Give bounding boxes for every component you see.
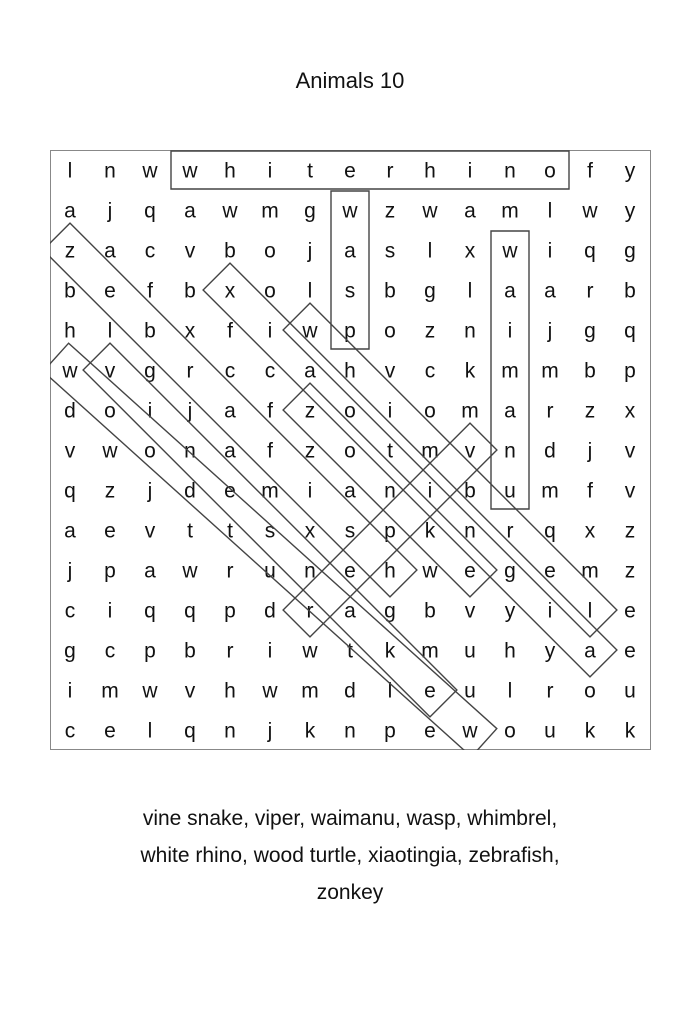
grid-cell[interactable]: a (144, 559, 156, 583)
grid-cell[interactable]: m (581, 559, 599, 583)
grid-cell[interactable]: c (144, 239, 156, 263)
grid-cell[interactable]: j (267, 719, 273, 743)
grid-cell[interactable]: a (104, 239, 116, 263)
grid-cell[interactable]: e (464, 559, 476, 583)
grid-cell[interactable]: w (262, 679, 278, 703)
word-list (90, 800, 610, 911)
grid-cell[interactable]: e (224, 479, 236, 503)
grid-cell[interactable]: u (624, 679, 636, 703)
grid-cell[interactable]: l (547, 199, 553, 223)
grid-cell[interactable]: h (64, 319, 76, 343)
grid-cell[interactable]: w (102, 439, 118, 463)
grid-cell[interactable]: k (304, 719, 316, 743)
grid-cell[interactable]: g (584, 319, 596, 343)
grid-cell[interactable]: v (144, 519, 156, 543)
grid-cell[interactable]: q (624, 319, 636, 343)
grid-cell[interactable]: k (424, 519, 436, 543)
grid-cell[interactable]: x (464, 239, 476, 263)
grid-cell[interactable]: m (541, 479, 559, 503)
grid-cell[interactable]: f (267, 439, 273, 463)
grid-cell[interactable]: e (424, 679, 436, 703)
grid-cell[interactable]: o (264, 279, 276, 303)
grid-cell[interactable]: t (387, 439, 393, 463)
grid-cell[interactable]: p (344, 319, 356, 343)
grid-cell[interactable]: z (624, 519, 636, 543)
grid-cell[interactable]: i (547, 599, 553, 623)
grid-cell[interactable]: e (344, 559, 356, 583)
grid-cell[interactable]: m (101, 679, 119, 703)
grid-cell[interactable]: g (384, 599, 396, 623)
grid-cell[interactable]: q (184, 599, 196, 623)
grid-cell[interactable]: t (227, 519, 233, 543)
grid-cell[interactable]: s (344, 519, 356, 543)
grid-cell[interactable]: a (224, 439, 236, 463)
grid-cell[interactable]: p (384, 719, 396, 743)
grid-cell[interactable]: v (104, 359, 116, 383)
grid-cell[interactable]: n (464, 519, 476, 543)
grid-cell[interactable]: a (344, 239, 356, 263)
grid-cell[interactable]: j (307, 239, 313, 263)
grid-cell[interactable]: e (424, 719, 436, 743)
grid-cell[interactable]: l (67, 159, 73, 183)
grid-cell[interactable]: d (184, 479, 196, 503)
grid-cell[interactable]: e (544, 559, 556, 583)
grid-cell[interactable]: v (624, 479, 636, 503)
grid-cell[interactable]: f (587, 159, 593, 183)
grid-cell[interactable]: h (384, 559, 396, 583)
grid-cell[interactable]: o (144, 439, 156, 463)
grid-cell[interactable]: e (104, 519, 116, 543)
grid-cell[interactable]: e (344, 159, 356, 183)
grid-cell[interactable]: b (184, 279, 196, 303)
grid-cell[interactable]: c (264, 359, 276, 383)
grid-cell[interactable]: w (302, 639, 318, 663)
grid-cell[interactable]: m (501, 199, 519, 223)
grid-cell[interactable]: i (467, 159, 473, 183)
grid-cell[interactable]: l (387, 679, 393, 703)
grid-cell[interactable]: u (264, 559, 276, 583)
grid-cell[interactable]: z (424, 319, 436, 343)
grid-cell[interactable]: a (504, 399, 516, 423)
grid-cell[interactable]: p (224, 599, 236, 623)
grid-cell[interactable]: h (504, 639, 516, 663)
grid-cell[interactable]: i (387, 399, 393, 423)
grid-cell[interactable]: a (304, 359, 316, 383)
grid-cell[interactable]: y (544, 639, 556, 663)
grid-cell[interactable]: r (506, 519, 514, 543)
grid-cell[interactable]: h (224, 159, 236, 183)
grid-cell[interactable]: j (107, 199, 113, 223)
grid-cell[interactable]: z (384, 199, 396, 223)
grid-cell[interactable]: u (464, 639, 476, 663)
grid-cell[interactable]: i (427, 479, 433, 503)
grid-cell[interactable]: v (464, 439, 476, 463)
grid-cell[interactable]: m (421, 439, 439, 463)
grid-cell[interactable]: m (461, 399, 479, 423)
grid-cell[interactable]: c (104, 639, 116, 663)
grid-cell[interactable]: u (544, 719, 556, 743)
grid-cell[interactable]: b (144, 319, 156, 343)
grid-cell[interactable]: x (584, 519, 596, 543)
grid-cell[interactable]: m (421, 639, 439, 663)
grid-cell[interactable]: b (184, 639, 196, 663)
grid-cell[interactable]: c (64, 719, 76, 743)
word-highlight-whimbrel (283, 303, 617, 637)
grid-cell[interactable]: p (144, 639, 156, 663)
grid-cell[interactable]: l (427, 239, 433, 263)
grid-cell[interactable]: a (464, 199, 476, 223)
grid-cell[interactable]: a (544, 279, 556, 303)
grid-cell[interactable]: w (182, 559, 198, 583)
grid-cell[interactable]: e (624, 599, 636, 623)
grid-cell[interactable]: v (624, 439, 636, 463)
grid-cell[interactable]: i (67, 679, 73, 703)
grid-cell[interactable]: z (304, 439, 316, 463)
grid-cell[interactable]: o (504, 719, 516, 743)
grid-cell[interactable]: w (222, 199, 238, 223)
grid-cell[interactable]: w (462, 719, 478, 743)
grid-cell[interactable]: q (544, 519, 556, 543)
grid-cell[interactable]: a (184, 199, 196, 223)
grid-cell[interactable]: g (504, 559, 516, 583)
grid-cell[interactable]: i (307, 479, 313, 503)
grid-cell[interactable]: k (624, 719, 636, 743)
grid-cell[interactable]: h (344, 359, 356, 383)
grid-cell[interactable]: m (541, 359, 559, 383)
grid-cell[interactable]: n (504, 159, 516, 183)
grid-cell[interactable]: n (184, 439, 196, 463)
grid-cell[interactable]: i (147, 399, 153, 423)
grid-cell[interactable]: w (342, 199, 358, 223)
grid-cell[interactable]: b (64, 279, 76, 303)
grid-cell[interactable]: k (464, 359, 476, 383)
grid-cell[interactable]: a (584, 639, 596, 663)
grid-cell[interactable]: z (64, 239, 76, 263)
grid-cell[interactable]: y (504, 599, 516, 623)
word-list-line: white rhino, wood turtle, xiaotingia, zebrafish, (140, 844, 560, 867)
grid-cell[interactable]: m (501, 359, 519, 383)
grid-cell[interactable]: k (384, 639, 396, 663)
grid-cell[interactable]: u (464, 679, 476, 703)
grid-cell[interactable]: i (267, 639, 273, 663)
grid-cell[interactable]: x (624, 399, 636, 423)
grid-cell[interactable]: n (104, 159, 116, 183)
grid-cell[interactable]: o (384, 319, 396, 343)
grid-cell[interactable]: q (144, 199, 156, 223)
grid-cell[interactable]: r (546, 679, 554, 703)
grid-cell[interactable]: x (184, 319, 196, 343)
grid-cell[interactable]: r (226, 559, 234, 583)
grid-cell[interactable]: t (347, 639, 353, 663)
grid-cell[interactable]: r (546, 399, 554, 423)
grid-cell[interactable]: t (187, 519, 193, 543)
grid-cell[interactable]: n (464, 319, 476, 343)
grid-cell[interactable]: n (304, 559, 316, 583)
grid-cell[interactable]: o (544, 159, 556, 183)
grid-cell[interactable]: p (384, 519, 396, 543)
grid-cell[interactable]: r (586, 279, 594, 303)
grid-cell[interactable]: j (547, 319, 553, 343)
grid-cell[interactable]: l (147, 719, 153, 743)
grid-cell[interactable]: q (144, 599, 156, 623)
grid-cell[interactable]: i (267, 159, 273, 183)
grid-cell[interactable]: z (104, 479, 116, 503)
grid-cell[interactable]: i (267, 319, 273, 343)
grid-cell[interactable]: a (64, 519, 76, 543)
grid-cell[interactable]: y (624, 199, 636, 223)
grid-cell[interactable]: j (67, 559, 73, 583)
grid-cell[interactable]: l (107, 319, 113, 343)
grid-cell[interactable]: h (224, 679, 236, 703)
grid-cell[interactable]: t (307, 159, 313, 183)
grid-cell[interactable]: s (384, 239, 396, 263)
grid-cell[interactable]: p (104, 559, 116, 583)
grid-cell[interactable]: i (107, 599, 113, 623)
grid-cell[interactable]: i (507, 319, 513, 343)
grid-cell[interactable]: w (62, 359, 78, 383)
grid-cell[interactable]: j (587, 439, 593, 463)
grid-cell[interactable]: j (187, 399, 193, 423)
grid-cell[interactable]: z (624, 559, 636, 583)
grid-cell[interactable]: g (304, 199, 316, 223)
grid-cell[interactable]: b (384, 279, 396, 303)
grid-cell[interactable]: o (264, 239, 276, 263)
grid-cell[interactable]: f (267, 399, 273, 423)
grid-cell[interactable]: b (464, 479, 476, 503)
grid-cell[interactable]: m (261, 479, 279, 503)
grid-cell[interactable]: w (502, 239, 518, 263)
grid-cell[interactable]: v (184, 679, 196, 703)
grid-cell[interactable]: w (142, 679, 158, 703)
grid-cell[interactable]: x (224, 279, 236, 303)
grid-cell[interactable]: z (304, 399, 316, 423)
grid-cell[interactable]: w (182, 159, 198, 183)
word-list-line: zonkey (316, 881, 384, 904)
grid-cell[interactable]: f (147, 279, 153, 303)
grid-cell[interactable]: v (64, 439, 76, 463)
grid-cell[interactable]: f (227, 319, 233, 343)
grid-cell[interactable]: c (424, 359, 436, 383)
grid-cell[interactable]: b (624, 279, 636, 303)
grid-cell[interactable]: m (301, 679, 319, 703)
grid-cell[interactable]: b (424, 599, 436, 623)
grid-cell[interactable]: b (224, 239, 236, 263)
grid-cell[interactable]: l (467, 279, 473, 303)
grid-cell[interactable]: s (264, 519, 276, 543)
grid-cell[interactable]: n (344, 719, 356, 743)
grid-cell[interactable]: a (344, 479, 356, 503)
grid-cell[interactable]: l (507, 679, 513, 703)
grid-cell[interactable]: s (344, 279, 356, 303)
grid-cell[interactable]: r (186, 359, 194, 383)
grid-cell[interactable]: n (504, 439, 516, 463)
grid-cell[interactable]: n (224, 719, 236, 743)
grid-cell[interactable]: i (547, 239, 553, 263)
grid-cell[interactable]: a (64, 199, 76, 223)
grid-cell[interactable]: e (104, 279, 116, 303)
grid-cell[interactable]: m (261, 199, 279, 223)
grid-cell[interactable]: v (384, 359, 396, 383)
grid-cell[interactable]: r (386, 159, 394, 183)
grid-cell[interactable]: j (147, 479, 153, 503)
word-list-line: vine snake, viper, waimanu, wasp, whimbrel, (142, 807, 558, 830)
grid-cell[interactable]: f (587, 479, 593, 503)
grid-cell[interactable]: q (64, 479, 76, 503)
grid-cell[interactable]: q (584, 239, 596, 263)
grid-cell[interactable]: o (584, 679, 596, 703)
grid-cell[interactable]: b (584, 359, 596, 383)
grid-cell[interactable]: h (424, 159, 436, 183)
grid-cell[interactable]: v (184, 239, 196, 263)
grid-cell[interactable]: x (304, 519, 316, 543)
grid-cell[interactable]: r (226, 639, 234, 663)
grid-cell[interactable]: w (422, 199, 438, 223)
grid-cell[interactable]: g (144, 359, 156, 383)
grid-cell[interactable]: l (307, 279, 313, 303)
grid-cell[interactable]: o (424, 399, 436, 423)
grid-cell[interactable]: o (104, 399, 116, 423)
grid-cell[interactable]: c (224, 359, 236, 383)
grid-cell[interactable]: a (344, 599, 356, 623)
grid-cell[interactable]: p (624, 359, 636, 383)
grid-cell[interactable]: z (584, 399, 596, 423)
grid-cell[interactable]: d (344, 679, 356, 703)
grid-cell[interactable]: w (422, 559, 438, 583)
grid-cell[interactable]: u (504, 479, 516, 503)
grid-cell[interactable]: o (344, 399, 356, 423)
grid-cell[interactable]: n (384, 479, 396, 503)
grid-cell[interactable]: e (104, 719, 116, 743)
grid-cell[interactable]: y (624, 159, 636, 183)
grid-cell[interactable]: k (584, 719, 596, 743)
grid-cell[interactable]: w (302, 319, 318, 343)
grid-cell[interactable]: r (306, 599, 314, 623)
grid-cell[interactable]: q (184, 719, 196, 743)
grid-cell[interactable]: g (624, 239, 636, 263)
grid-cell[interactable]: d (64, 399, 76, 423)
grid-cell[interactable]: w (142, 159, 158, 183)
grid-cell[interactable]: a (224, 399, 236, 423)
puzzle-title: Animals 10 (295, 68, 405, 93)
grid-cell[interactable]: a (504, 279, 516, 303)
grid-cell[interactable]: g (424, 279, 436, 303)
grid-cell[interactable]: o (344, 439, 356, 463)
grid-cell[interactable]: l (587, 599, 593, 623)
grid-cell[interactable]: d (544, 439, 556, 463)
grid-cell[interactable]: e (624, 639, 636, 663)
grid-cell[interactable]: v (464, 599, 476, 623)
letter-grid[interactable] (50, 150, 650, 750)
grid-cell[interactable]: d (264, 599, 276, 623)
grid-cell[interactable]: w (582, 199, 598, 223)
grid-cell[interactable]: g (64, 639, 76, 663)
grid-cell[interactable]: c (64, 599, 76, 623)
